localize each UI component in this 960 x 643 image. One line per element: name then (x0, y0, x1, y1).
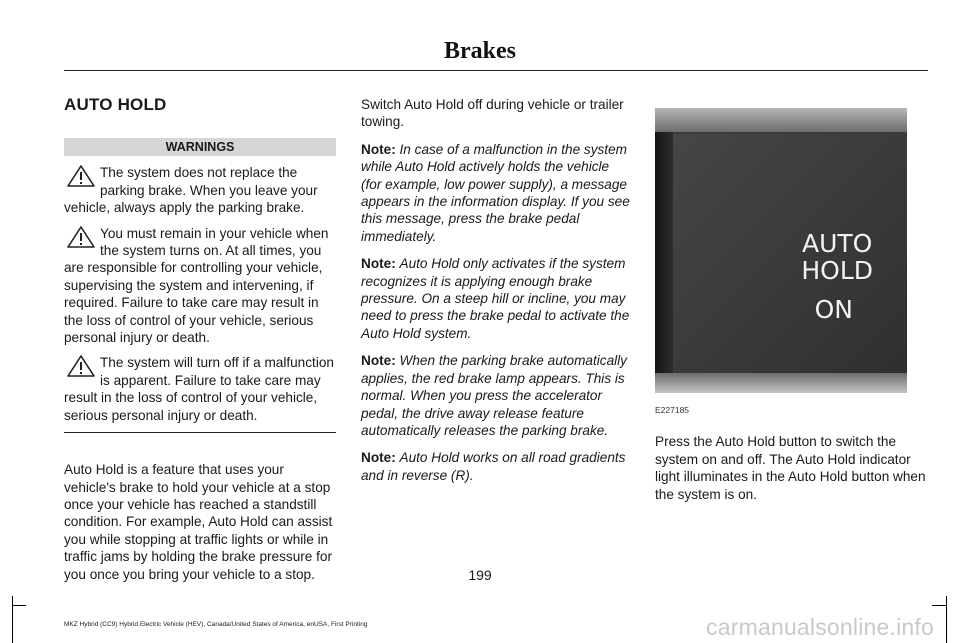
crop-mark (946, 596, 947, 643)
image-reference-code: E227185 (655, 405, 690, 415)
page-number: 199 (468, 567, 492, 583)
note-label: Note: (361, 256, 396, 272)
console-edge (655, 108, 673, 393)
section-heading: AUTO HOLD (64, 95, 167, 114)
chrome-trim-bottom (655, 373, 907, 393)
intro-paragraph: Auto Hold is a feature that uses your vehicle's brake to hold your vehicle at a stop once your vehicle has reached a standstill condition. For example, Auto Hold can assist you while stopping at traffic lights or while in traffic jams by holding the brake pressure for you once you bring your vehicle to a stop. (64, 462, 333, 582)
note-label: Note: (361, 450, 396, 466)
auto-hold-button-photo (655, 108, 907, 393)
warning-item (64, 156, 336, 216)
button-status-label: ON (814, 295, 853, 324)
note-item (361, 255, 631, 342)
note-text: When the parking brake automatically applies, the red brake lamp appears. This is normal. When you press the accelerator pedal, the drive away release feature automatically releases the parking brake. (361, 353, 627, 438)
warning-item (64, 346, 336, 424)
crop-mark (12, 605, 26, 606)
left-column (64, 96, 336, 583)
note-text: Auto Hold only activates if the system recognizes it is applying enough brake pressure. On a steep hill or incline, you may need to press the brake pedal to activate the Auto Hold system. (361, 256, 630, 341)
towing-paragraph: Switch Auto Hold off during vehicle or trailer towing. (361, 97, 624, 130)
warning-text: You must remain in your vehicle when the system turns on. At all times, you are responsible for controlling your vehicle, supervising the system and intervening, if required. Failure to take care may result in the loss of control of your vehicle, serious personal injury or death. (64, 225, 329, 346)
note-item (361, 141, 631, 245)
crop-mark (12, 596, 13, 643)
warnings-label: WARNINGS (64, 138, 336, 156)
right-column (655, 108, 927, 503)
note-label: Note: (361, 353, 396, 369)
note-label: Note: (361, 141, 396, 157)
warning-text: The system will turn off if a malfunction is apparent. Failure to take care may result in the loss of control of your vehicle, serious personal injury or death. (64, 355, 334, 423)
button-label-line1: AUTO (801, 229, 873, 258)
note-item (361, 449, 631, 484)
middle-column (361, 96, 631, 494)
page-header-title: Brakes (444, 38, 516, 64)
button-label (801, 230, 873, 284)
crop-mark (932, 605, 946, 606)
note-text: In case of a malfunction in the system while Auto Hold actively holds the vehicle (for example, low power supply), a message appears in the information display. If you see this message, press the brake pedal immediately. (361, 141, 630, 244)
watermark: carmanualsonline.info (706, 614, 934, 640)
chrome-trim-top (655, 108, 907, 132)
warning-text: The system does not replace the parking brake. When you leave your vehicle, always apply the parking brake. (64, 165, 318, 216)
warning-triangle-icon (66, 225, 96, 249)
note-item (361, 352, 631, 439)
button-label-line2: HOLD (801, 256, 873, 285)
note-text: Auto Hold works on all road gradients and in reverse (R). (361, 450, 626, 483)
warnings-divider (64, 432, 336, 433)
document-info: MKZ Hybrid (CC9) Hybrid Electric Vehicle (HEV), Canada/United States of America, enUSA, First Printing (64, 621, 368, 628)
warning-triangle-icon (66, 164, 96, 188)
header-divider (64, 70, 928, 71)
warning-item (64, 217, 336, 347)
warning-triangle-icon (66, 354, 96, 378)
button-instruction-paragraph: Press the Auto Hold button to switch the system on and off. The Auto Hold indicator light illuminates in the Auto Hold button when the system is on. (655, 434, 926, 502)
